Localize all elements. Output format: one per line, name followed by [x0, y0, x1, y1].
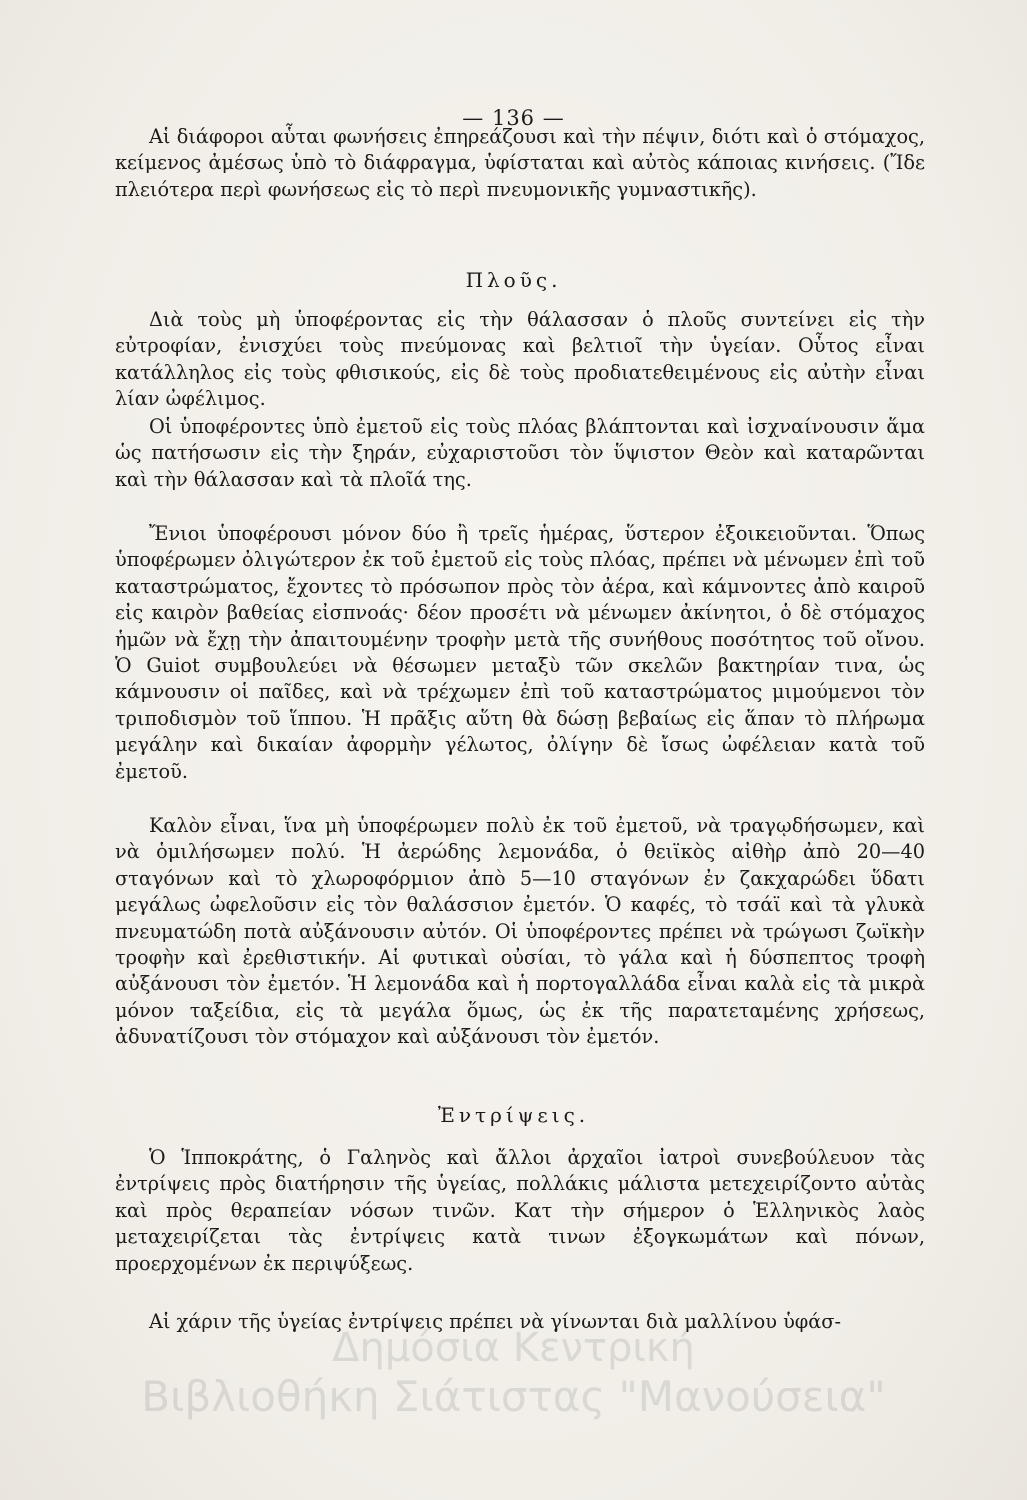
library-watermark-line1: Δημόσια Κεντρική	[332, 1325, 695, 1371]
page-number: — 136 —	[462, 106, 565, 130]
intro-paragraph: Αἱ διάφοροι αὗται φωνήσεις ἐπηρεάζουσι καὶ τὴν πέψιν, διότι καὶ ὁ στόμαχος, κείμενος ἀμέσως ὑπὸ τὸ διάφραγμα, ὑφίσταται καὶ αὐτὸς κάποιας κινήσεις. (Ἴδε πλειότερα περὶ φωνήσεως εἰς τὸ περὶ πνευμονικῆς γυμναστικῆς).	[115, 125, 925, 201]
paragraph-entripseis-2: Αἱ χάριν τῆς ὑγείας ἐντρίψεις πρέπει νὰ γίνωνται διὰ μαλλίνου ὑφάσ-	[149, 1310, 841, 1333]
paragraph-entripseis-1: Ὁ Ἱπποκράτης, ὁ Γαληνὸς καὶ ἄλλοι ἀρχαῖοι ἰατροὶ συνεβούλευον τὰς ἐντρίψεις πρὸς διατήρησιν τῆς ὑγείας, πολλάκις μάλιστα μετεχειρίζοντο αὐτὰς καὶ πρὸς θεραπείαν νόσων τινῶν. Κατ τὴν σήμερον ὁ Ἑλληνικὸς λαὸς μεταχειρίζεται τὰς ἐντρίψεις κατὰ τινων ἐξογκωμάτων καὶ πόνων, προερχομένων ἐκ περιψύξεως.	[115, 1146, 925, 1275]
paragraph-plous-1: Διὰ τοὺς μὴ ὑποφέροντας εἰς τὴν θάλασσαν ὁ πλοῦς συντείνει εἰς τὴν εὐτροφίαν, ἐνισχύει τοὺς πνεύμονας καὶ βελτιοῖ τὴν ὑγείαν. Οὗτος εἶναι κατάλληλος εἰς τοὺς φθισικούς, εἰς δὲ τοὺς προδιατεθειμένους εἰς αὐτὴν εἶναι λίαν ὠφέλιμος.	[115, 308, 925, 411]
paragraph-plous-4: Καλὸν εἶναι, ἵνα μὴ ὑποφέρωμεν πολὺ ἐκ τοῦ ἐμετοῦ, νὰ τραγῳδήσωμεν, καὶ νὰ ὁμιλήσωμεν πολύ. Ἡ ἀερώδης λεμονάδα, ὁ θειϊκὸς αἰθὴρ ἀπὸ 20—40 σταγόνων καὶ τὸ χλωροφόρμιον ἀπὸ 5—10 σταγόνων ἐν ζακχαρώδει ὕδατι μεγάλως ὠφελοῦσιν εἰς τὸν θαλάσσιον ἐμετόν. Ὁ καφές, τὸ τσάϊ καὶ τὰ γλυκὰ πνευματώδη ποτὰ αὐξάνουσιν αὐτόν. Οἱ ὑποφέροντες πρέπει νὰ τρώγωσι ζωϊκὴν τροφὴν καὶ ἐρεθιστικήν. Αἱ φυτικαὶ οὐσίαι, τὸ γάλα καὶ ἡ δύσπεπτος τροφὴ αὐξάνουσι τὸν ἐμετόν. Ἡ λεμονάδα καὶ ἡ πορτογαλλάδα εἶναι καλὰ εἰς τὰ μικρὰ μόνον ταξείδια, εἰς τὰ μεγάλα ὅμως, ὡς ἐκ τῆς παρατεταμένης χρήσεως, ἀδυνατίζουσι τὸν στόμαχον καὶ αὐξάνουσι τὸν ἐμετόν.	[115, 814, 925, 1049]
section-heading-entripseis: Ἐντρίψεις.	[437, 1103, 590, 1127]
section-heading-plous: Πλοῦς.	[465, 268, 562, 292]
library-watermark-line2: Βιβλιοθήκη Σιάτιστας "Μανούσεια"	[141, 1372, 886, 1421]
paragraph-plous-3: Ἔνιοι ὑποφέρουσι μόνον δύο ἢ τρεῖς ἡμέρας, ὕστερον ἐξοικειοῦνται. Ὅπως ὑποφέρωμεν ὀλιγώτερον ἐκ τοῦ ἐμετοῦ εἰς τοὺς πλόας, πρέπει νὰ μένωμεν ἐπὶ τοῦ καταστρώματος, ἔχοντες τὸ πρόσωπον πρὸς τὸν ἀέρα, καὶ κάμνοντες ἀπὸ καιροῦ εἰς καιρὸν βαθείας εἰσπνοάς· δέον προσέτι νὰ μένωμεν ἀκίνητοι, ὁ δὲ στόμαχος ἡμῶν νὰ ἔχῃ τὴν ἀπαιτουμένην τροφὴν μετὰ τῆς συνήθους ποσότητος τοῦ οἴνου. Ὁ Guiot συμβουλεύει νὰ θέσωμεν μεταξὺ τῶν σκελῶν βακτηρίαν τινα, ὡς κάμνουσιν οἱ παῖδες, καὶ νὰ τρέχωμεν ἐπὶ τοῦ καταστρώματος μιμούμενοι τὸν τριποδισμὸν τοῦ ἵππου. Ἡ πρᾶξις αὕτη θὰ δώσῃ βεβαίως εἰς ἅπαν τὸ πλήρωμα μεγάλην καὶ δικαίαν ἀφορμὴν γέλωτος, ὀλίγην δὲ ἴσως ὠφέλειαν κατὰ τοῦ ἐμετοῦ.	[115, 522, 925, 783]
paragraph-plous-2: Οἱ ὑποφέροντες ὑπὸ ἐμετοῦ εἰς τοὺς πλόας βλάπτονται καὶ ἰσχναίνουσιν ἅμα ὡς πατήσωσιν εἰς τὴν ξηράν, εὐχαριστοῦσι τὸν ὕψιστον Θεὸν καὶ καταρῶνται καὶ τὴν θάλασσαν καὶ τὰ πλοῖά της.	[115, 415, 925, 491]
